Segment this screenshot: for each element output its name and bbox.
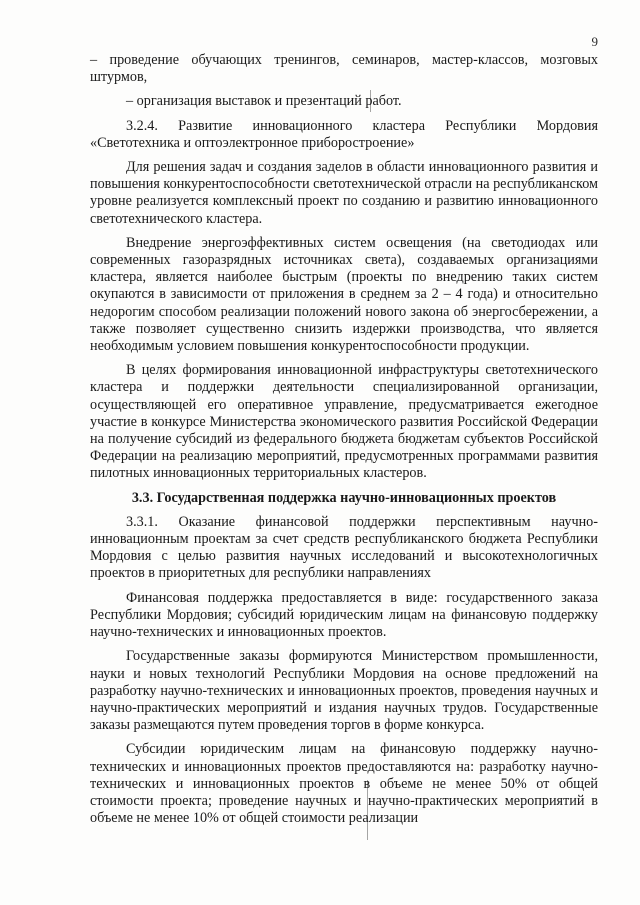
list-item-exhibitions: – организация выставок и презентаций работ. [126,93,402,110]
paragraph-financial-support: Финансовая поддержка предоставляется в виде: государственного заказа Республики Мордовия; субсидий юридическим лицам на финансовую поддержку научно-технических и инновационных проектов. [90,589,598,641]
paragraph-energy-efficiency: Внедрение энергоэффективных систем освещения (на светодиодах или современных газоразрядных источниках света), создаваемых организациями кластера, является наиболее быстрым (проекты по внедрению таких систем окупаются в зависимости от приложения в среднем за 2 – 4 года) и относительно недорогим способом реализации положений нового закона об энергосбережении, а также позволяет существенно снизить издержки производства, что является необходимым условием повышения конкурентоспособности продукции. [90,234,598,355]
subsection-heading-3-3-1: 3.3.1. Оказание финансовой поддержки перспективным научно-инновационным проектам за счет средств республиканского бюджета Республики Мордовия с целью развития научных исследований и высокотехнологичных проектов в приоритетных для республики направлениях [90,513,598,582]
document-body [90,52,598,834]
scan-artifact-line [367,780,368,840]
scan-artifact-line [370,90,371,112]
list-item-trainings: – проведение обучающих тренингов, семинаров, мастер-классов, мозговых штурмов, [90,52,598,86]
page-number: 9 [591,34,598,49]
section-heading-3-3: 3.3. Государственная поддержка научно-инновационных проектов [131,489,557,506]
paragraph-cluster-project: Для решения задач и создания заделов в области инновационного развития и повышения конкурентоспособности светотехнической отрасли на республиканском уровне реализуется комплексный проект по созданию и развитию инновационного светотехнического кластера. [90,159,598,227]
paragraph-state-orders: Государственные заказы формируются Министерством промышленности, науки и новых технологий Республики Мордовия на основе предложений на разработку научно-технических и инновационных проектов, проведения научных и научно-практических мероприятий и издания научных трудов. Государственные заказы размещаются путем проведения торгов в форме конкурса. [90,648,598,734]
paragraph-infrastructure: В целях формирования инновационной инфраструктуры светотехнического кластера и поддержки деятельности специализированной организации, осуществляющей его оперативное управление, предусматривается ежегодное участие в конкурсе Министерства экономического развития Российской Федерации на получение субсидий из федерального бюджета бюджетам субъектов Российской Федерации на реализацию мероприятий, предусмотренных программами развития пилотных инновационных территориальных кластеров. [90,362,598,482]
paragraph-subsidies: Субсидии юридическим лицам на финансовую поддержку научно-технических и инновационных проектов предоставляются на: разработку научно-технических и инновационных проектов в объеме не менее 50% от общей стоимости проекта; проведение научных и научно-практических мероприятий в объеме не менее 10% от общей стоимости реализации [90,741,598,827]
subsection-heading-3-2-4: 3.2.4. Развитие инновационного кластера Республики Мордовия «Светотехника и оптоэлектронное приборостроение» [90,117,598,151]
